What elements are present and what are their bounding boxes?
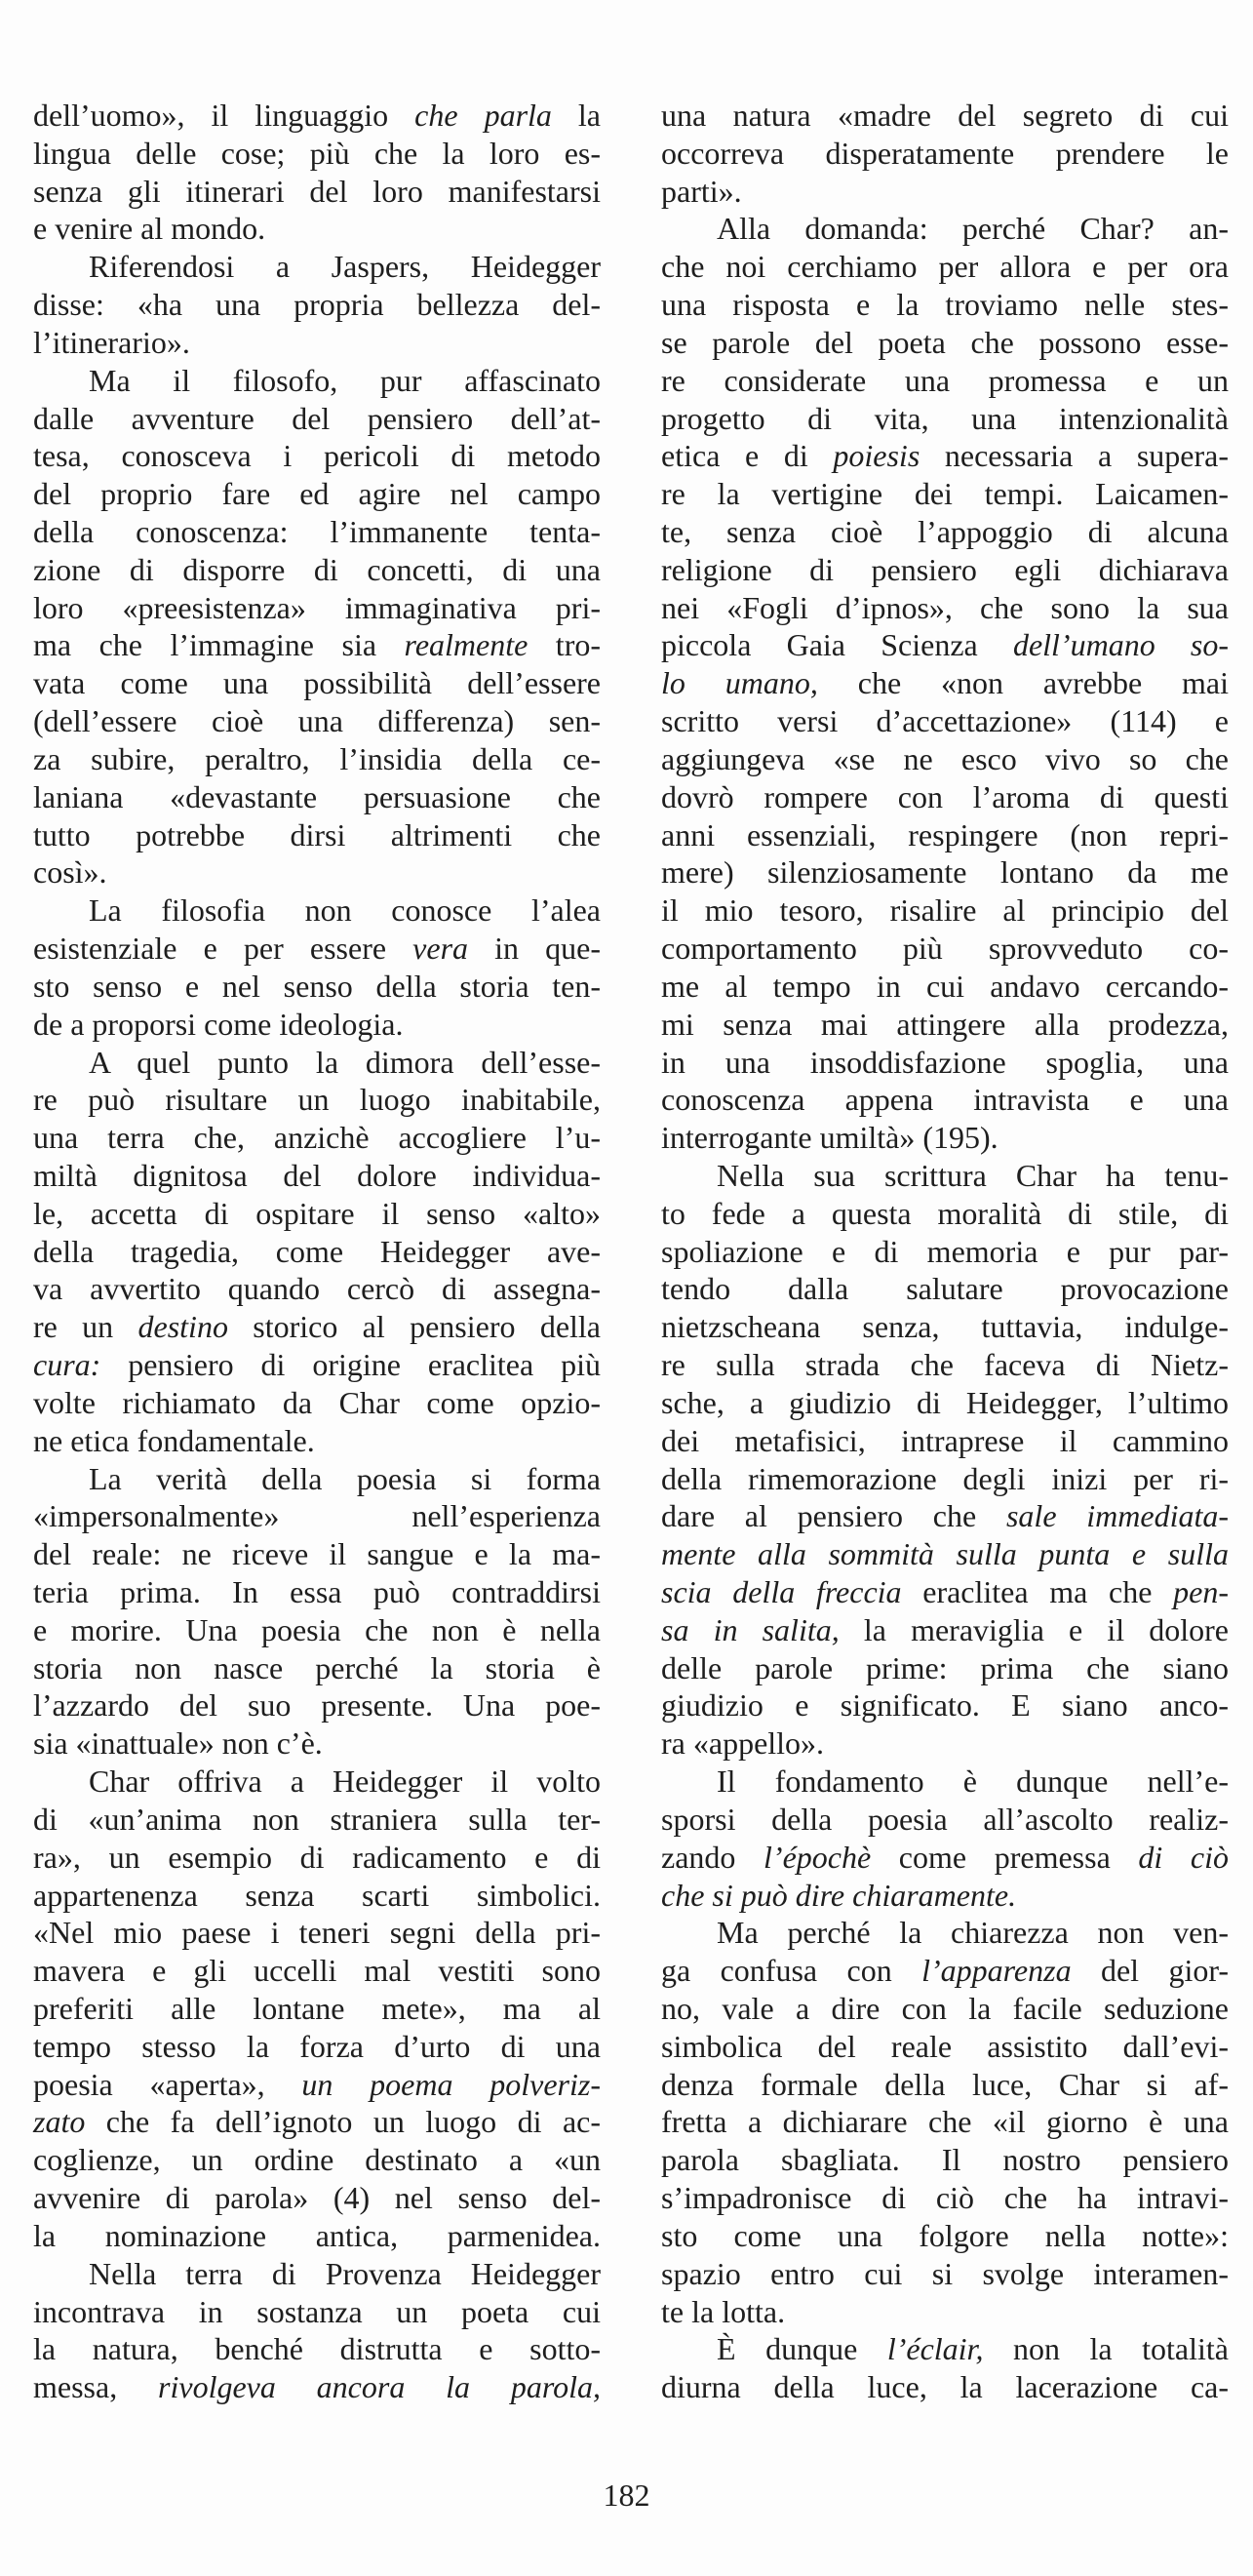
text-run: mavera e gli uccelli mal vestiti sono xyxy=(33,1953,601,1989)
text-run: volte richiamato da Char come opzio- xyxy=(33,1384,601,1420)
text-line xyxy=(33,1649,601,1687)
text-run: della tragedia, come Heidegger ave- xyxy=(33,1233,601,1269)
text-line xyxy=(661,135,1229,173)
text-line xyxy=(661,2330,1229,2368)
text-line xyxy=(33,2255,601,2293)
text-line xyxy=(661,816,1229,854)
text-line xyxy=(33,437,601,475)
text-line xyxy=(33,2028,601,2066)
text-line xyxy=(33,1384,601,1422)
text-run: vata come una possibilità dell’essere xyxy=(33,665,601,701)
text-line xyxy=(661,2066,1229,2104)
text-run: nietzscheana senza, tuttavia, indulge- xyxy=(661,1309,1229,1345)
text-line xyxy=(33,1724,601,1763)
text-line xyxy=(661,702,1229,740)
text-run: tro- xyxy=(528,627,602,663)
text-line xyxy=(661,1308,1229,1346)
text-line xyxy=(661,1044,1229,1082)
text-run: mi senza mai attingere alla prodezza, xyxy=(661,1006,1229,1042)
text-run: za subire, peraltro, l’insidia della ce- xyxy=(33,740,601,776)
text-line xyxy=(661,626,1229,664)
text-line xyxy=(33,1497,601,1535)
italic-text: cura: xyxy=(33,1347,101,1383)
text-line xyxy=(661,97,1229,135)
text-run: lingua delle cose; più che la loro es- xyxy=(33,135,601,171)
text-line xyxy=(661,1724,1229,1763)
text-line xyxy=(661,400,1229,438)
text-line xyxy=(661,1119,1229,1157)
text-run: Nella sua scrittura Char ha tenu- xyxy=(717,1157,1229,1193)
text-run: sto senso e nel senso della storia ten- xyxy=(33,968,601,1004)
text-run: dell’uomo», il linguaggio xyxy=(33,98,415,133)
text-line xyxy=(661,778,1229,816)
text-line xyxy=(661,2293,1229,2331)
text-line xyxy=(661,1952,1229,1990)
text-column-left xyxy=(33,0,601,2438)
text-line xyxy=(33,1573,601,1611)
text-run: e venire al mondo. xyxy=(33,211,266,247)
text-run: l’azzardo del suo presente. Una poe- xyxy=(33,1687,601,1724)
text-run: storico al pensiero della xyxy=(227,1309,601,1345)
text-run: esistenziale e per essere xyxy=(33,931,413,967)
text-run: re considerate una promessa e un xyxy=(661,362,1229,398)
text-run: appartenenza senza scarti simbolici. xyxy=(33,1877,601,1913)
text-line xyxy=(33,1839,601,1877)
text-line xyxy=(33,2368,601,2406)
text-run: A quel punto la dimora dell’esse- xyxy=(89,1044,601,1080)
text-line xyxy=(661,2103,1229,2141)
text-run: Ma perché la chiarezza non ven- xyxy=(717,1915,1229,1951)
text-line xyxy=(33,1006,601,1044)
text-run: Char offriva a Heidegger il volto xyxy=(89,1764,601,1800)
text-run: una terra che, anzichè accogliere l’u- xyxy=(33,1120,601,1156)
text-run: così». xyxy=(33,854,107,891)
text-run: progetto di vita, una intenzionalità xyxy=(661,400,1229,436)
text-run: il mio tesoro, risalire al principio del xyxy=(661,892,1229,929)
italic-text: l’épochè xyxy=(764,1839,872,1875)
text-line xyxy=(661,437,1229,475)
text-run: giudizio e significato. E siano anco- xyxy=(661,1687,1229,1724)
text-line xyxy=(33,1686,601,1724)
text-line xyxy=(33,1763,601,1801)
text-run: la natura, benché distrutta e sotto- xyxy=(33,2331,601,2367)
text-run: te, senza cioè l’appoggio di alcuna xyxy=(661,514,1229,550)
italic-text: poiesis xyxy=(833,438,920,474)
text-line xyxy=(33,400,601,438)
text-run: tesa, conosceva i pericoli di metodo xyxy=(33,438,601,474)
text-line xyxy=(661,1270,1229,1308)
text-run: se parole del poeta che possono esse- xyxy=(661,324,1229,360)
text-line xyxy=(33,1270,601,1308)
text-line xyxy=(661,1006,1229,1044)
italic-text: zato xyxy=(33,2104,86,2140)
text-run: di «un’anima non straniera sulla ter- xyxy=(33,1801,601,1837)
text-run: «impersonalmente» nell’esperienza xyxy=(33,1498,601,1534)
text-line xyxy=(33,2330,601,2368)
italic-text: sa in salita, xyxy=(661,1611,840,1647)
text-run: ga confusa con xyxy=(661,1953,922,1989)
text-line xyxy=(661,475,1229,513)
text-line xyxy=(33,1119,601,1157)
text-line xyxy=(33,778,601,816)
text-line xyxy=(33,702,601,740)
text-run: messa, xyxy=(33,2369,159,2405)
text-line xyxy=(661,1573,1229,1611)
text-run: della rimemorazione degli inizi per ri- xyxy=(661,1460,1229,1496)
text-line xyxy=(33,626,601,664)
text-run: sto come una folgore nella notte»: xyxy=(661,2217,1229,2253)
text-line xyxy=(661,1195,1229,1233)
text-run: re la vertigine dei tempi. Laicamen- xyxy=(661,476,1229,512)
text-run: dei metafisici, intraprese il cammino xyxy=(661,1422,1229,1458)
text-line xyxy=(33,1346,601,1384)
text-line xyxy=(661,1611,1229,1649)
text-run: delle parole prime: prima che siano xyxy=(661,1649,1229,1685)
text-line xyxy=(661,1839,1229,1877)
text-line xyxy=(661,2141,1229,2179)
italic-text: dell’umano so- xyxy=(1012,627,1230,663)
italic-text: rivolgeva ancora la parola, xyxy=(158,2369,601,2405)
text-run: me al tempo in cui andavo cercando- xyxy=(661,968,1229,1004)
text-line xyxy=(661,1346,1229,1384)
italic-text: destino xyxy=(137,1309,228,1345)
text-line xyxy=(661,2217,1229,2255)
text-line xyxy=(33,589,601,627)
text-run: denza formale della luce, Char si af- xyxy=(661,2066,1229,2102)
text-run: come premessa xyxy=(871,1839,1139,1875)
text-run: poesia «aperta», xyxy=(33,2066,302,2102)
text-run: no, vale a dire con la facile seduzione xyxy=(661,1991,1229,2026)
text-line xyxy=(661,1877,1229,1915)
text-line xyxy=(661,1422,1229,1460)
text-run: preferiti alle lontane mete», ma al xyxy=(33,1991,601,2026)
text-run: del proprio fare ed agire nel campo xyxy=(33,476,601,512)
text-line xyxy=(661,362,1229,400)
text-line xyxy=(661,1460,1229,1498)
text-line xyxy=(33,1044,601,1082)
text-line xyxy=(661,930,1229,968)
text-run: tutto potrebbe dirsi altrimenti che xyxy=(33,816,601,852)
text-line xyxy=(661,1157,1229,1195)
text-line xyxy=(33,1801,601,1839)
text-line xyxy=(661,173,1229,211)
text-run: Il fondamento è dunque nell’e- xyxy=(717,1764,1229,1800)
text-run: coglienze, un ordine destinato a «un xyxy=(33,2142,601,2178)
text-line xyxy=(661,1497,1229,1535)
text-line xyxy=(661,1686,1229,1724)
italic-text: sale immediata- xyxy=(1005,1498,1230,1534)
text-run: pensiero di origine eraclitea più xyxy=(100,1347,601,1383)
text-run: l’itinerario». xyxy=(33,324,190,360)
text-line xyxy=(33,1877,601,1915)
text-line xyxy=(33,2293,601,2331)
text-run: la xyxy=(551,98,602,133)
page-number: 182 xyxy=(603,2477,650,2513)
text-run: va avvertito quando cercò di assegna- xyxy=(33,1271,601,1307)
text-line xyxy=(661,248,1229,286)
text-line xyxy=(33,210,601,248)
text-line xyxy=(661,2028,1229,2066)
text-run: disse: «ha una propria bellezza del- xyxy=(33,287,601,323)
text-line xyxy=(661,513,1229,551)
text-line xyxy=(33,1422,601,1460)
text-run: aggiungeva «se ne esco vivo so che xyxy=(661,740,1229,776)
text-line xyxy=(33,664,601,702)
text-line xyxy=(33,1535,601,1573)
text-line xyxy=(33,1233,601,1271)
text-run: ra», un esempio di radicamento e di xyxy=(33,1839,601,1875)
text-line xyxy=(33,853,601,892)
text-run: che fa dell’ignoto un luogo di ac- xyxy=(85,2104,601,2140)
text-line xyxy=(661,1649,1229,1687)
text-column-right xyxy=(661,0,1229,2438)
text-run: teria prima. In essa può contraddirsi xyxy=(33,1573,601,1609)
text-line xyxy=(33,173,601,211)
text-run: incontrava in sostanza un poeta cui xyxy=(33,2293,601,2329)
text-line xyxy=(33,1157,601,1195)
text-line xyxy=(661,210,1229,248)
text-run: Nella terra di Provenza Heidegger xyxy=(89,2255,601,2291)
text-run: della conoscenza: l’immanente tenta- xyxy=(33,514,601,550)
text-run: La verità della poesia si forma xyxy=(89,1460,601,1496)
italic-text: pen- xyxy=(1173,1573,1230,1609)
text-run: del reale: ne riceve il sangue e la ma- xyxy=(33,1536,601,1572)
text-run: senza gli itinerari del loro manifestarsi xyxy=(33,173,601,209)
text-run: fretta a dichiarare che «il giorno è una xyxy=(661,2104,1229,2140)
text-run: del gior- xyxy=(1071,1953,1229,1989)
text-line xyxy=(661,551,1229,589)
text-line xyxy=(33,892,601,930)
text-line xyxy=(661,1801,1229,1839)
text-line xyxy=(661,589,1229,627)
text-run: È dunque xyxy=(717,2331,887,2367)
text-run: occorreva disperatamente prendere le xyxy=(661,135,1229,171)
text-run: laniana «devastante persuasione che xyxy=(33,778,601,814)
text-line xyxy=(33,2066,601,2104)
text-run: la meraviglia e il dolore xyxy=(839,1611,1229,1647)
text-run: spazio entro cui si svolge interamen- xyxy=(661,2255,1229,2291)
text-run: de a proporsi come ideologia. xyxy=(33,1006,404,1042)
text-line xyxy=(33,816,601,854)
text-line xyxy=(661,853,1229,892)
text-run: loro «preesistenza» immaginativa pri- xyxy=(33,589,601,625)
italic-text: mente alla sommità sulla punta e sulla xyxy=(661,1536,1229,1572)
text-line xyxy=(661,740,1229,778)
text-line xyxy=(33,1990,601,2028)
text-line xyxy=(33,362,601,400)
italic-text: scia della freccia xyxy=(661,1573,902,1609)
italic-text: l’apparenza xyxy=(921,1953,1072,1989)
text-run: comportamento più sprovveduto co- xyxy=(661,931,1229,967)
text-run: necessaria a supera- xyxy=(920,438,1229,474)
text-line xyxy=(33,135,601,173)
text-line xyxy=(33,2217,601,2255)
text-line xyxy=(661,1233,1229,1271)
italic-text: lo umano, xyxy=(661,665,818,701)
text-run: la nominazione antica, parmenidea. xyxy=(33,2217,601,2253)
text-run: sporsi della poesia all’ascolto realiz- xyxy=(661,1801,1229,1837)
text-run: ma che l’immagine sia xyxy=(33,627,405,663)
text-run: Alla domanda: perché Char? an- xyxy=(717,211,1229,247)
text-run: re può risultare un luogo inabitabile, xyxy=(33,1082,601,1118)
text-line xyxy=(661,2179,1229,2217)
text-run: in que- xyxy=(468,931,602,967)
text-run: «Nel mio paese i teneri segni della pri- xyxy=(33,1915,601,1951)
text-run: parti». xyxy=(661,173,742,209)
text-run: mere) silenziosamente lontano da me xyxy=(661,854,1229,891)
text-run: Ma il filosofo, pur affascinato xyxy=(89,362,601,398)
text-line xyxy=(661,1990,1229,2028)
text-line xyxy=(661,664,1229,702)
text-run: avvenire di parola» (4) nel senso del- xyxy=(33,2180,601,2216)
text-line xyxy=(661,1763,1229,1801)
text-run: non la totalità xyxy=(983,2331,1229,2367)
text-run: sia «inattuale» non c’è. xyxy=(33,1725,323,1762)
text-line xyxy=(33,2141,601,2179)
text-run: miltà dignitosa del dolore individua- xyxy=(33,1157,601,1193)
text-run: zione di disporre di concetti, di una xyxy=(33,551,601,587)
text-run: to fede a questa moralità di stile, di xyxy=(661,1195,1229,1231)
text-line xyxy=(661,324,1229,362)
text-line xyxy=(33,2179,601,2217)
text-run: spoliazione e di memoria e pur par- xyxy=(661,1233,1229,1269)
text-line xyxy=(661,968,1229,1006)
text-run: Riferendosi a Jaspers, Heidegger xyxy=(89,249,601,285)
text-run: in una insoddisfazione spoglia, una xyxy=(661,1044,1229,1080)
text-line xyxy=(33,1460,601,1498)
text-run: ra «appello». xyxy=(661,1725,825,1762)
text-run: (dell’essere cioè una differenza) sen- xyxy=(33,703,601,739)
text-line xyxy=(33,1195,601,1233)
text-line xyxy=(33,1914,601,1952)
text-line xyxy=(33,97,601,135)
text-run: conoscenza appena intravista e una xyxy=(661,1082,1229,1118)
text-run: storia non nasce perché la storia è xyxy=(33,1649,601,1685)
text-line xyxy=(33,551,601,589)
text-line xyxy=(33,1081,601,1119)
text-run: una risposta e la troviamo nelle stes- xyxy=(661,287,1229,323)
text-run: etica e di xyxy=(661,438,834,474)
text-run: simbolica del reale assistito dall’evi- xyxy=(661,2028,1229,2064)
text-line xyxy=(661,892,1229,930)
text-run: e morire. Una poesia che non è nella xyxy=(33,1611,601,1647)
text-line xyxy=(33,1952,601,1990)
text-line xyxy=(33,286,601,324)
text-line xyxy=(33,1308,601,1346)
text-line xyxy=(33,475,601,513)
text-line xyxy=(661,1384,1229,1422)
text-run: nei «Fogli d’ipnos», che sono la sua xyxy=(661,589,1229,625)
text-run: diurna della luce, la lacerazione ca- xyxy=(661,2369,1229,2405)
text-run: eraclitea ma che xyxy=(901,1573,1174,1609)
text-run: piccola Gaia Scienza xyxy=(661,627,1013,663)
text-run: religione di pensiero egli dichiarava xyxy=(661,551,1229,587)
italic-text: che si può dire chiaramente. xyxy=(661,1877,1017,1913)
text-line xyxy=(33,324,601,362)
text-line xyxy=(661,1914,1229,1952)
text-run: una natura «madre del segreto di cui xyxy=(661,98,1229,133)
text-line xyxy=(33,930,601,968)
text-line xyxy=(33,1611,601,1649)
text-run: s’impadronisce di ciò che ha intravi- xyxy=(661,2180,1229,2216)
text-run: interrogante umiltà» (195). xyxy=(661,1120,998,1156)
text-run: ne etica fondamentale. xyxy=(33,1422,315,1458)
text-line xyxy=(33,513,601,551)
text-line xyxy=(33,2103,601,2141)
text-run: le, accetta di ospitare il senso «alto» xyxy=(33,1195,601,1231)
italic-text: realmente xyxy=(404,627,529,663)
text-run: dovrò rompere con l’aroma di questi xyxy=(661,778,1229,814)
text-line xyxy=(661,1081,1229,1119)
text-run: re sulla strada che faceva di Nietz- xyxy=(661,1347,1229,1383)
italic-text: che parla xyxy=(414,98,552,133)
text-run: anni essenziali, respingere (non repri- xyxy=(661,816,1229,852)
text-line xyxy=(33,968,601,1006)
text-run: scritto versi d’accettazione» (114) e xyxy=(661,703,1229,739)
text-line xyxy=(33,248,601,286)
text-run: dalle avventure del pensiero dell’at- xyxy=(33,400,601,436)
text-line xyxy=(661,1535,1229,1573)
text-run: sche, a giudizio di Heidegger, l’ultimo xyxy=(661,1384,1229,1420)
text-run: parola sbagliata. Il nostro pensiero xyxy=(661,2142,1229,2178)
text-run: te la lotta. xyxy=(661,2293,786,2329)
italic-text: l’éclair, xyxy=(886,2331,984,2367)
text-line xyxy=(33,740,601,778)
italic-text: vera xyxy=(412,931,469,967)
text-run: tempo stesso la forza d’urto di una xyxy=(33,2028,601,2064)
italic-text: di ciò xyxy=(1138,1839,1230,1875)
text-run: La filosofia non conosce l’alea xyxy=(89,892,601,929)
text-run: re un xyxy=(33,1309,138,1345)
text-run: che noi cerchiamo per allora e per ora xyxy=(661,249,1229,285)
text-run: zando xyxy=(661,1839,764,1875)
text-run: dare al pensiero che xyxy=(661,1498,1006,1534)
text-run: che «non avrebbe mai xyxy=(817,665,1230,701)
text-line xyxy=(661,286,1229,324)
text-run: tendo dalla salutare provocazione xyxy=(661,1271,1229,1307)
text-line xyxy=(661,2368,1229,2406)
text-line xyxy=(661,2255,1229,2293)
italic-text: un poema polveriz- xyxy=(301,2066,601,2102)
